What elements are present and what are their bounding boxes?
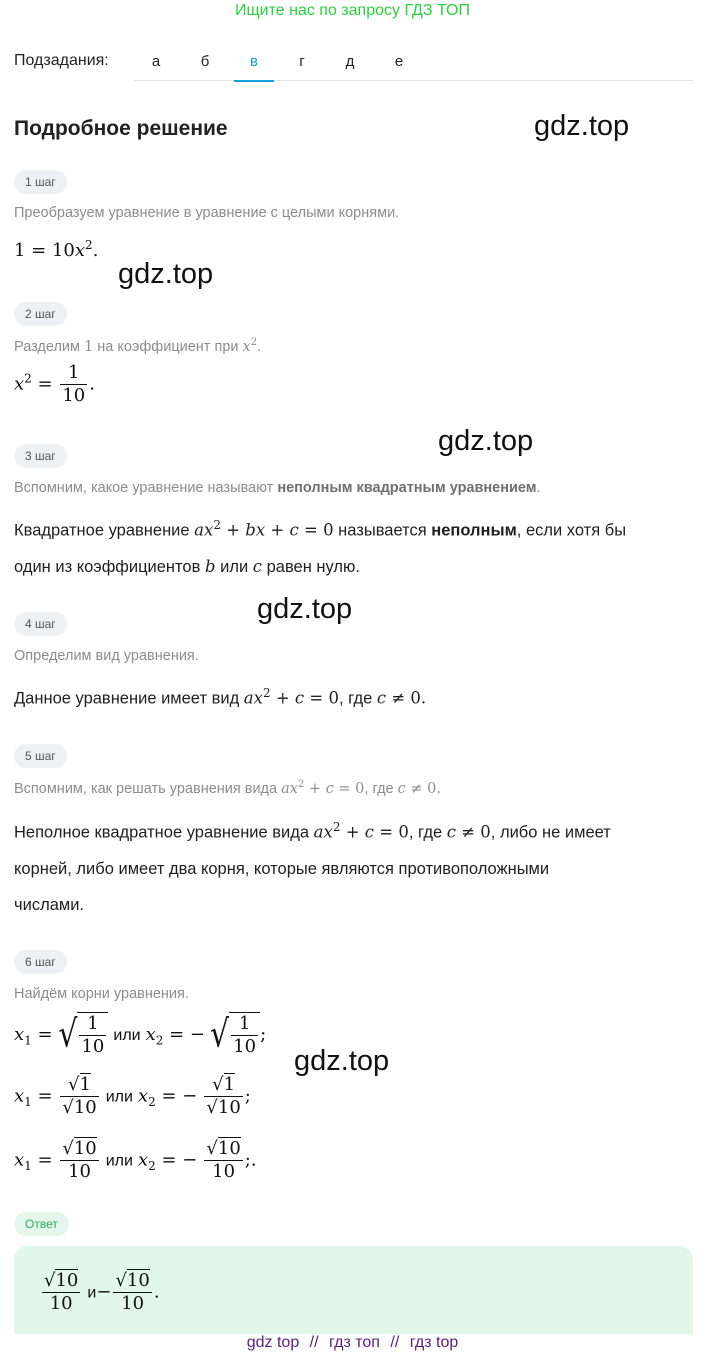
- tab-d[interactable]: д: [345, 53, 355, 70]
- solution-title: Подробное решение: [14, 117, 228, 140]
- step-text: Квадратное уравнение $ax^2$ + bx + c = 0 называется неполным, если хотя бы один из коэффициентов b или c равен нулю.: [14, 518, 627, 576]
- step-hint: Преобразуем уравнение в уравнение с целыми корнями.: [14, 205, 400, 221]
- subtasks-label: Подзадания:: [14, 52, 109, 69]
- footer-separator: //: [390, 1334, 400, 1351]
- tab-g[interactable]: г: [299, 53, 305, 70]
- equation-line-1: $x_1$ = √ $\frac{1}{10}$ или $x_2$ = − √ $\frac{1}{10}$ ;: [14, 1012, 267, 1057]
- tab-e[interactable]: е: [394, 53, 404, 70]
- footer-separator: //: [309, 1334, 319, 1351]
- watermark: gdz.top: [257, 593, 353, 625]
- step-hint: Вспомним, как решать уравнения вида $ax^2 + c = 0$, где c ≠ 0.: [14, 779, 441, 797]
- step-badge: 4 шаг: [14, 612, 67, 636]
- footer-links: [0, 1334, 705, 1352]
- step-hint: Найдём корни уравнения.: [14, 986, 189, 1002]
- tab-b[interactable]: б: [200, 53, 210, 70]
- step-hint: Определим вид уравнения.: [14, 648, 199, 664]
- watermark: gdz.top: [294, 1045, 390, 1077]
- equation-line-2: $x_1$ = $\frac{√1}{√10}$ или $x_2$ = − $\frac{√1}{√10}$ ;: [14, 1074, 251, 1118]
- step-badge: 6 шаг: [14, 950, 67, 974]
- tab-v[interactable]: в: [234, 50, 274, 82]
- step-badge: 2 шаг: [14, 302, 67, 326]
- equation: $1 = 10x^2$.: [14, 238, 99, 261]
- step-hint: Вспомним, какое уравнение называют неполным квадратным уравнением.: [14, 480, 541, 496]
- top-banner: Ищите нас по запросу ГДЗ ТОП: [235, 2, 470, 19]
- answer-badge: Ответ: [14, 1212, 69, 1236]
- watermark: gdz.top: [118, 258, 214, 290]
- subtasks-nav: [14, 50, 694, 82]
- footer-link[interactable]: gdz top: [246, 1334, 300, 1351]
- step-badge: 1 шаг: [14, 170, 67, 194]
- step-badge: 3 шаг: [14, 444, 67, 468]
- watermark: gdz.top: [534, 110, 630, 142]
- footer-link[interactable]: гдз топ: [329, 1334, 380, 1351]
- step-hint: Разделим 1 на коэффициент при $x^2$.: [14, 337, 262, 355]
- step-text: Данное уравнение имеет вид $ax^2 + c = 0$, где c ≠ 0.: [14, 686, 427, 708]
- footer-link[interactable]: гдз top: [409, 1334, 459, 1351]
- step-text: Неполное квадратное уравнение вида $ax^2 + c = 0$, где c ≠ 0, либо не имеет корней, либо имеет два корня, которые являются противоположными числами.: [14, 820, 611, 914]
- watermark: gdz.top: [438, 425, 534, 457]
- answer-value: $\frac{√10}{10}$ и− $\frac{√10}{10}$ .: [44, 1270, 160, 1314]
- equation: $x^2$ = $\frac{1}{10}$ .: [14, 362, 95, 406]
- equation-line-3: $x_1$ = $\frac{√10}{10}$ или $x_2$ = − $\frac{√10}{10}$ ;.: [14, 1138, 257, 1182]
- tab-a[interactable]: а: [151, 53, 161, 70]
- step-badge: 5 шаг: [14, 744, 67, 768]
